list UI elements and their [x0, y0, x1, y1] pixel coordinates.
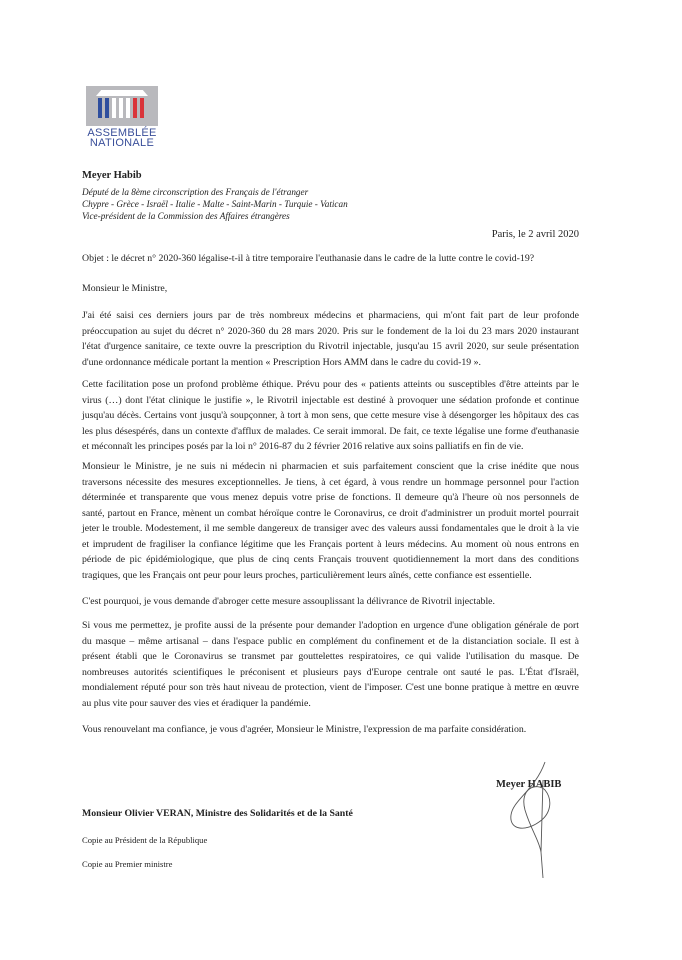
paragraph-line: J'ai été saisi ces derniers jours par de très nombreux médecins et pharmaciens, qui m'ont fait part de leur profonde — [82, 310, 579, 321]
paragraph — [82, 594, 579, 610]
paragraph-line: Monsieur le Ministre, je ne suis ni médecin ni pharmacien et suis parfaitement conscient que la crise inédite que nous — [82, 461, 579, 472]
paragraph — [82, 618, 579, 711]
sender-constituency: Chypre - Grèce - Israël - Italie - Malte - Saint-Marin - Turquie - Vatican — [82, 199, 348, 209]
salutation: Monsieur le Ministre, — [82, 283, 168, 294]
letter-subject: Objet : le décret n° 2020-360 légalise-t-il à titre temporaire l'euthanasie dans le cadre de la lutte contre le covid-19? — [82, 253, 535, 264]
paragraph-line: nombreuses autorités scientifiques le préconisent et plusieurs pays d'Europe centrale ont sauté le pas. L'État d'Israël, — [82, 666, 579, 678]
paragraph-line: C'est pourquoi, je vous demande d'abroger cette mesure assouplissant la délivrance de Rivotril injectable. — [82, 596, 495, 607]
paragraph-line: et méconnaît les principes posés par la loi n° 2016-87 du 2 février 2016 relative aux soins palliatifs en fin de vie. — [82, 441, 524, 452]
handwritten-signature — [505, 760, 565, 880]
paragraph-line: tragiques, que les Français ont peur pour leurs proches, particulièrement leurs aînés, cette confiance est essentielle. — [82, 569, 532, 581]
copy-line: Copie au Premier ministre — [82, 859, 173, 869]
paragraph — [82, 377, 579, 455]
paragraph-line: mondialement réputé pour son très haut niveau de protection, vient de l'imposer. C'est une bonne pratique à mettre en œuvre — [82, 682, 579, 693]
letter-date: Paris, le 2 avril 2020 — [491, 229, 579, 240]
paragraph-line: virus (…) dont l'état clinique le justifie », le Rivotril injectable est destiné à provoquer une sédation profonde et continue — [82, 394, 579, 406]
paragraph — [82, 308, 579, 370]
recipient: Monsieur Olivier VERAN, Ministre des Solidarités et de la Santé — [82, 808, 353, 819]
paragraph-line: l'état d'urgence sanitaire, ce texte ouvre la prescription du Rivotril injectable, jusqu'au 15 avril 2020, sur seule présentation — [82, 341, 579, 352]
paragraph-line: Si vous me permettez, je profite aussi de la présente pour demander l'adoption en urgence d'une obligation générale de port — [82, 620, 579, 631]
copy-line: Copie au Président de la République — [82, 835, 208, 845]
paragraph-line: d'une ordonnance médicale portant la mention « Prescription Hors AMM dans le cadre du covid-19 ». — [82, 356, 481, 368]
paragraph-line: Cette facilitation pose un profond problème éthique. Prévu pour des « patients atteints ou susceptibles d'être atteints par le — [82, 379, 579, 390]
paragraph-line: jeter le trouble. Modestement, il me semble dangereux de transiger avec des valeurs aussi fondamentales que le droit à la vie — [82, 523, 579, 534]
paragraph-line: et imprudent de fragiliser la confiance légitime que les Français portent à leurs médecins. Au moment où nous entrons en — [82, 538, 579, 550]
assemblee-nationale-logo: ASSEMBLÉE NATIONALE — [86, 86, 158, 148]
paragraph-line: les plus désespérés, dans un contexte d'afflux de malades. Ce serait immoral. De fait, ce texte légalise une forme d'euthanasie — [82, 425, 579, 437]
paragraph-line: traversons nécessite des mesures exceptionnelles. Je tiens, à cet égard, à vous rendre un hommage personnel pour l'action — [82, 476, 579, 488]
sender-name: Meyer Habib — [82, 170, 142, 181]
paragraph-line: santé, partout en France, mènent un combat héroïque contre le Coronavirus, ce droit d'administrer un produit mortel pourrait — [82, 507, 579, 519]
sender-role: Vice-président de la Commission des Affaires étrangères — [82, 211, 290, 221]
paragraph — [82, 722, 579, 738]
paragraph-line: au plus vite pour sauver des vies et éradiquer la pandémie. — [82, 697, 311, 709]
signature-name: Meyer HABIB — [496, 779, 562, 790]
paragraph-line: jusqu'au décès. Certains vont jusqu'à soupçonner, à tort à mon sens, que cette mesure vise à désengorger les hôpitaux des cas — [82, 410, 579, 421]
paragraph-line: du masque – même artisanal – dans l'espace public en complément du confinement et de la distanciation sociale. Il est à — [82, 635, 579, 647]
paragraph — [82, 459, 579, 583]
paragraph-line: période de pic épidémiologique, que plus de cinq cents Français trouvent quotidiennement la mort dans des conditions — [82, 554, 579, 565]
paragraph-line: préoccupation au sujet du décret n° 2020-360 du 28 mars 2020. Pris sur le fondement de la loi du 23 mars 2020 instaurant — [82, 325, 579, 337]
paragraph-line: Vous renouvelant ma confiance, je vous d'agréer, Monsieur le Ministre, l'expression de ma parfaite considération. — [82, 724, 527, 735]
sender-title: Député de la 8ème circonscription des Français de l'étranger — [82, 187, 309, 197]
paragraph-line: présent établi que le Coronavirus se transmet par gouttelettes respiratoires, ce qui valide l'utilisation du masque. De — [82, 651, 579, 662]
paragraph-line: déterminée et transparente que vous menez depuis votre prise de fonctions. Il demeure qu'à l'heure où nos personnels de — [82, 492, 579, 503]
